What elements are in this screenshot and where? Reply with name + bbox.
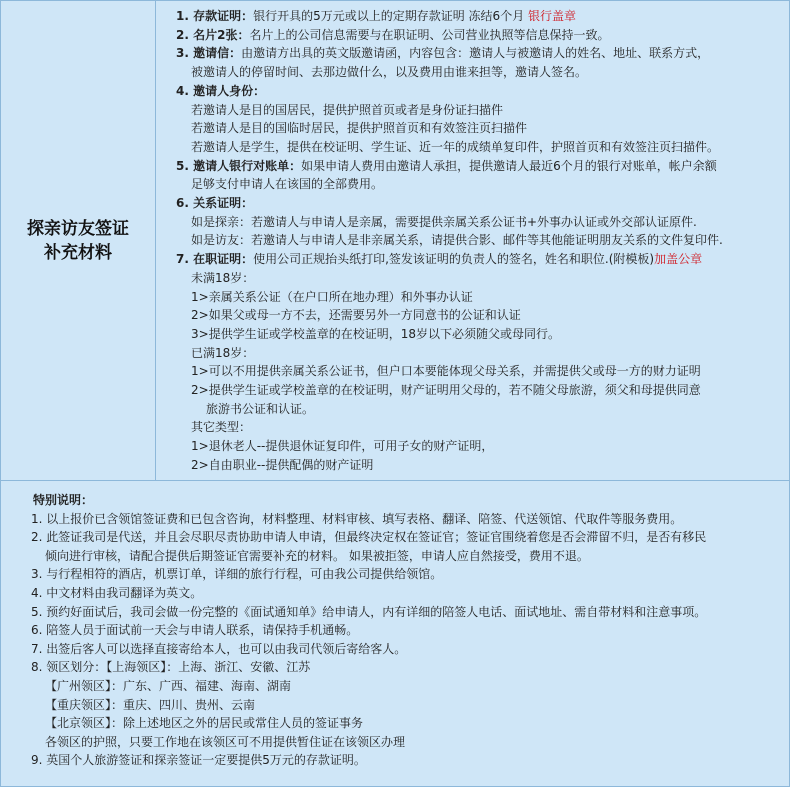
notes-list: [31, 510, 789, 770]
item-number: 1.: [176, 9, 194, 23]
material-item: [176, 44, 789, 63]
item-number: 6.: [176, 196, 194, 211]
material-item: [176, 26, 789, 45]
category-title-line2: 补充材料: [44, 242, 112, 263]
item-highlight: 银行盖章: [524, 9, 577, 23]
item-heading: 名片2张：: [193, 27, 250, 42]
note-line: 7. 出签后客人可以选择直接寄给本人，也可以由我司代领后寄给客人。: [31, 641, 407, 656]
category-title-line1: 探亲访友签证: [27, 218, 129, 239]
item-detail-line: 未满18岁：: [191, 270, 255, 285]
material-item: [176, 250, 789, 269]
item-detail-line: 1>退休老人--提供退休证复印件，可用子女的财产证明，: [191, 439, 494, 454]
note-line: 4. 中文材料由我司翻译为英文。: [31, 585, 203, 600]
note-line: 9. 英国个人旅游签证和探亲签证一定要提供5万元的存款证明。: [31, 753, 366, 768]
note-line: 倾向进行审核，请配合提供后期签证官需要补充的材料。 如果被拒签，申请人应自然接受，费用不退。: [45, 548, 589, 563]
material-item: [176, 7, 789, 26]
item-detail-line: 如是探亲：若邀请人与申请人是亲属，需要提供亲属关系公证书+外事办认证或外交部认证原件.: [191, 214, 697, 229]
note-line: 8. 领区划分：【上海领区】：上海、浙江、安徽、江苏: [31, 660, 311, 675]
item-text: 由邀请方出具的英文版邀请函，内容包含：邀请人与被邀请人的姓名、地址、联系方式，: [241, 46, 710, 61]
item-detail-line: 若邀请人是目的国临时居民，提供护照首页和有效签注页扫描件: [191, 121, 528, 136]
materials-items: [176, 7, 789, 475]
item-heading: 关系证明：: [193, 196, 254, 211]
item-detail-line: 旅游书公证和认证。: [206, 401, 315, 416]
materials-list: [156, 1, 790, 481]
item-detail-line: 若邀请人是目的国居民，提供护照首页或者是身份证扫描件: [191, 102, 504, 117]
notes-title: 特别说明：: [33, 493, 94, 507]
item-heading: 邀请信：: [193, 46, 242, 61]
note-line: 3. 与行程相符的酒店，机票订单，详细的旅行行程，可由我公司提供给领馆。: [31, 567, 443, 582]
item-detail-line: 2>提供学生证或学校盖章的在校证明，财产证明用父母的，若不随父母旅游，须父和母提供同意: [191, 383, 701, 398]
category-cell: [1, 1, 156, 481]
note-line: 1. 以上报价已含领馆签证费和已包含咨询，材料整理、材料审核、填写表格、翻译、陪签、代送领馆、代取件等服务费用。: [31, 511, 683, 526]
note-line: 【重庆领区】：重庆、四川、贵州、云南: [45, 697, 256, 712]
item-detail-line: 2>如果父或母一方不去，还需要另外一方同意书的公证和认证: [191, 308, 521, 323]
item-detail-line: 如是访友：若邀请人与申请人是非亲属关系，请提供合影、邮件等其他能证明朋友关系的文件复印件.: [191, 233, 723, 248]
item-heading: 邀请人身份：: [193, 83, 266, 98]
note-line: 【北京领区】：除上述地区之外的居民或常住人员的签证事务: [45, 716, 364, 731]
item-detail-line: 其它类型：: [191, 420, 252, 435]
note-line: 5. 预约好面试后，我司会做一份完整的《面试通知单》给申请人，内有详细的陪签人电话、面试地址、需自带材料和注意事项。: [31, 604, 707, 619]
item-detail-line: 1>亲属关系公证（在户口所在地办理）和外事办认证: [191, 289, 473, 304]
note-line: 2. 此签证我司是代送，并且会尽职尽责协助申请人申请，但最终决定权在签证官；签证官围绕着您是否会滞留不归，是否有移民: [31, 530, 707, 545]
item-detail-line: 2>自由职业--提供配偶的财产证明: [191, 457, 374, 472]
item-heading: 邀请人银行对账单：: [193, 158, 302, 173]
item-detail-line: 已满18岁：: [191, 345, 255, 360]
item-detail-line: 3>提供学生证或学校盖章的在校证明，18岁以下必须随父或母同行。: [191, 326, 560, 341]
item-number: 4.: [176, 83, 194, 98]
note-line: 6. 陪签人员于面试前一天会与申请人联系，请保持手机通畅。: [31, 623, 359, 638]
special-notes: [0, 481, 790, 787]
material-item: [176, 157, 789, 176]
item-number: 3.: [176, 46, 194, 61]
item-heading: 存款证明：: [193, 9, 254, 23]
note-line: 【广州领区】：广东、广西、福建、海南、湖南: [45, 678, 292, 693]
item-detail-line: 1>可以不用提供亲属关系公证书，但户口本要能体现父母关系，并需提供父或母一方的财力证明: [191, 364, 701, 379]
item-text: 使用公司正规抬头纸打印,签发该证明的负责人的签名，姓名和职位.(附模板): [253, 252, 655, 267]
item-number: 5.: [176, 158, 194, 173]
material-item: [176, 82, 789, 101]
item-text: 银行开具的5万元或以上的定期存款证明 冻结6个月: [253, 9, 525, 23]
item-number: 7.: [176, 252, 194, 267]
item-heading: 在职证明：: [193, 252, 254, 267]
item-detail-line: 若邀请人是学生，提供在校证明、学生证、近一年的成绩单复印件，护照首页和有效签注页扫描件。: [191, 139, 720, 154]
item-text: 如果申请人费用由邀请人承担，提供邀请人最近6个月的银行对账单，帐户余额: [301, 158, 717, 173]
item-text: 名片上的公司信息需要与在职证明、公司营业执照等信息保持一致。: [249, 27, 610, 42]
note-line: 各领区的护照，只要工作地在该领区可不用提供暂住证在该领区办理: [45, 734, 406, 749]
item-detail-line: 被邀请人的停留时间、去那边做什么，以及费用由谁来担等，邀请人签名。: [191, 65, 588, 80]
material-item: [176, 194, 789, 213]
item-highlight: 加盖公章: [654, 252, 703, 267]
item-detail-line: 足够支付申请人在该国的全部费用。: [191, 177, 384, 192]
item-number: 2.: [176, 27, 194, 42]
